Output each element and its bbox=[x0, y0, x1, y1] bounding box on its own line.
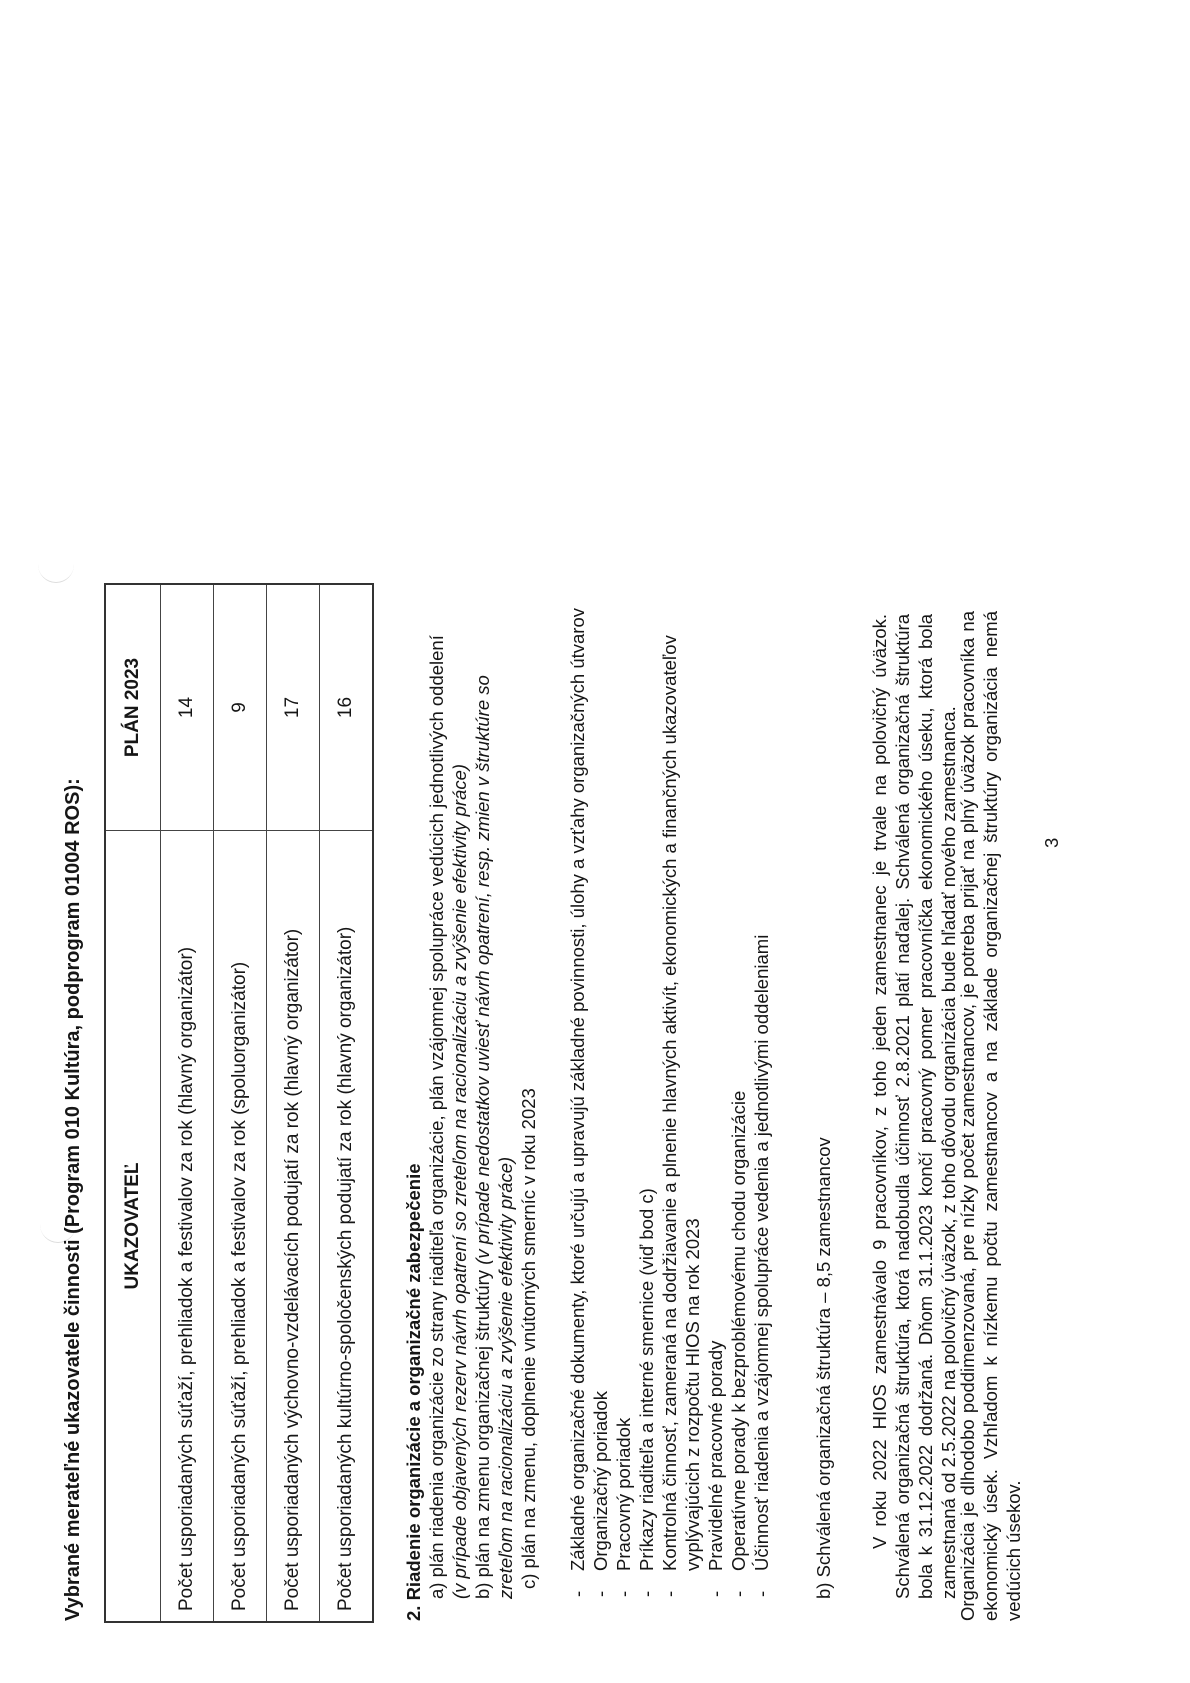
table-row bbox=[267, 584, 320, 1622]
table-header-row bbox=[105, 584, 161, 1622]
list-item: - Kontrolná činnosť, zameraná na dodržiavanie a plnenie hlavných aktivít, ekonomických a finančných ukazovateľov vyplývajúcich z rozpočtu HIOS na rok 2023 bbox=[659, 635, 703, 1597]
indicators-table bbox=[104, 583, 374, 1623]
indicator-label: Počet usporiadaných kultúrno-spoločenských podujatí za rok (hlavný organizátor) bbox=[320, 831, 374, 1623]
plan-a bbox=[425, 621, 471, 1621]
section2-title: 2. Riadenie organizácie a organizačné zabezpečenie bbox=[403, 1163, 424, 1621]
list-item: - Pracovný poriadok bbox=[613, 1417, 634, 1597]
table-row bbox=[214, 584, 267, 1622]
list-item: - Organizačný poriadok bbox=[590, 1391, 611, 1597]
list-item: - Účinnosť riadenia a vzájomnej spolupráce vedenia a jednotlivými oddeleniami bbox=[751, 934, 772, 1597]
plan-b bbox=[471, 621, 517, 1621]
table-row bbox=[320, 584, 374, 1622]
column-header-indicator: UKAZOVATEĽ bbox=[105, 831, 161, 1623]
indicator-value: 9 bbox=[214, 584, 267, 831]
table-row bbox=[161, 584, 214, 1622]
section2-block bbox=[402, 621, 540, 1621]
plan-a-note: (v prípade objavených rezerv návrh opatrení so zreteľom na racionalizáciu a zvýšenie efektivity práce) bbox=[449, 763, 470, 1599]
approved-structure: b) Schválená organizačná štruktúra – 8,5 zamestnancov bbox=[813, 1137, 834, 1599]
plan-c: c) plán na zmenu, doplnenie vnútorných smerníc v roku 2023 bbox=[518, 1088, 539, 1589]
scan-mark bbox=[38, 546, 74, 583]
plan-a-text: a) plán riadenia organizácie zo strany riaditeľa organizácie, plán vzájomnej spolupráce vedúcich jednotlivých oddelení bbox=[426, 635, 447, 1599]
documents-list-block bbox=[566, 571, 773, 1597]
column-header-plan: PLÁN 2023 bbox=[105, 584, 161, 831]
indicator-value: 16 bbox=[320, 584, 374, 831]
plan-b-text: b) plán na zmenu organizačnej štruktúry bbox=[472, 1264, 493, 1599]
plan-b-note: (v prípade nedostatkov uviesť návrh opatrení, resp. zmien v štruktúre so zreteľom na racionalizáciu a zvýšenie efektivity práce) bbox=[472, 675, 516, 1599]
list-item: - Príkazy riaditeľa a interné smernice (viď bod c) bbox=[636, 1188, 657, 1597]
staff-paragraph: V roku 2022 HIOS zamestnávalo 9 pracovníkov, z toho jeden zamestnanec je trvale na polovičný úväzok. Schválená organizačná štruktúra, ktorá nadobudla účinnosť 2.8.2021 platí naďalej. Schválená organizačná štruktúra bola k 31.12.2022 dodržaná. Dňom 31.1.2023 končí pracovný pomer pracovníčka ekonomického úseku, ktorá bola zamestnaná od 2.5.2022 na polovičný úväzok, z toho dôvodu organizácia bude hľadať nového zamestnanca. bbox=[869, 614, 959, 1599]
indicator-label: Počet usporiadaných súťaží, prehliadok a festivalov za rok (spoluorganizátor) bbox=[214, 831, 267, 1623]
indicator-value: 14 bbox=[161, 584, 214, 831]
page-number: 3 bbox=[1041, 837, 1062, 848]
list-item: - Pravidelné pracovné porady bbox=[705, 1340, 726, 1597]
indicator-value: 17 bbox=[267, 584, 320, 831]
indicator-label: Počet usporiadaných výchovno-vzdelávacích podujatí za rok (hlavný organizátor) bbox=[267, 831, 320, 1623]
indicators-heading: Vybrané merateľné ukazovatele činnosti (Program 010 Kultúra, podprogram 01004 ROS): bbox=[62, 778, 84, 1621]
documents-list bbox=[566, 571, 773, 1597]
list-item: - Základné organizačné dokumenty, ktoré určujú a upravujú základné povinnosti, úlohy a vzťahy organizačných útvarov bbox=[567, 608, 588, 1597]
undersized-paragraph: Organizácia je dlhodobo poddimenzovaná, pre nízky počet zamestnancov, je potreba prijať na plný úväzok pracovníka na ekonomický úsek. Vzhľadom k nízkemu počtu zamestnancov a na základe organizačnej štruktúry organizácia nemá vedúcich úsekov. bbox=[957, 611, 1024, 1621]
list-item: - Operatívne porady k bezproblémovému chodu organizácie bbox=[728, 1090, 749, 1597]
indicator-label: Počet usporiadaných súťaží, prehliadok a festivalov za rok (hlavný organizátor) bbox=[161, 831, 214, 1623]
